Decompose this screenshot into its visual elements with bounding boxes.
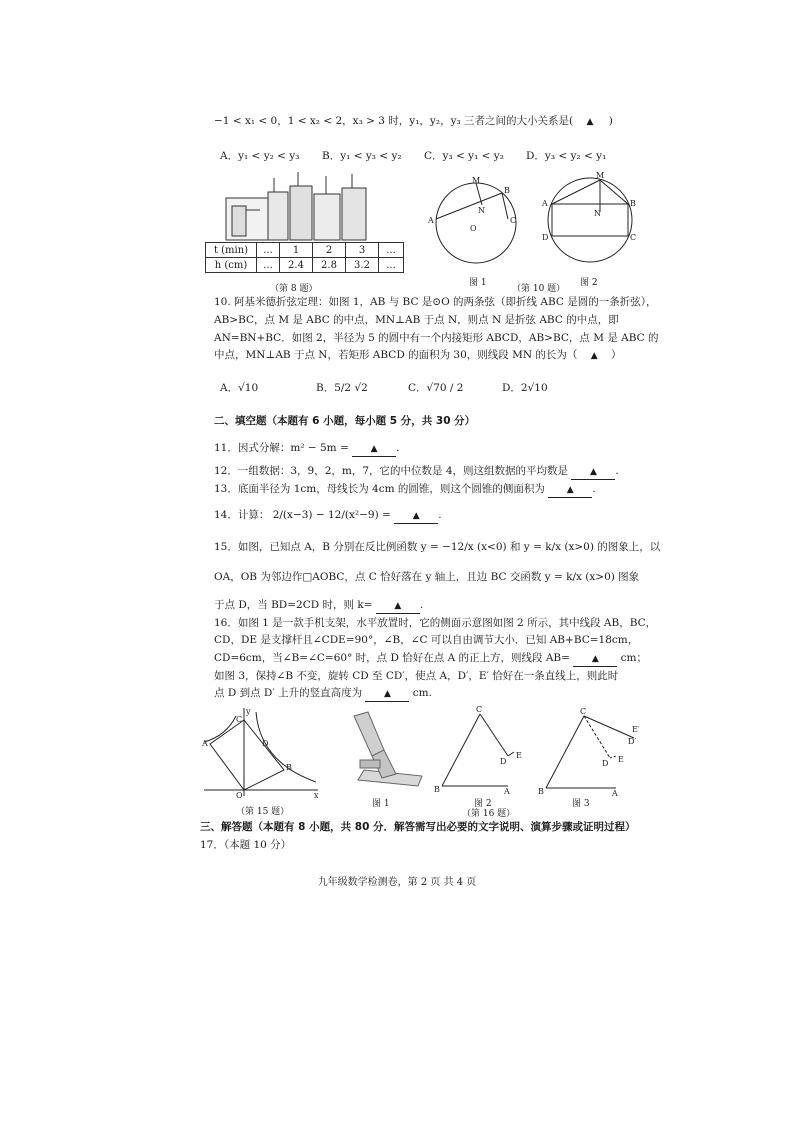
- table-cell: 1: [280, 243, 313, 258]
- table-cell: h (cm): [206, 258, 257, 273]
- label-d16a: D: [500, 757, 507, 766]
- q9-text: −1 < x₁ < 0，1 < x₂ < 2，x₃ > 3 时，y₁，y₂，y₃ 三者之间的大小关系是(: [214, 115, 574, 127]
- q11: [214, 441, 399, 457]
- table-cell: 3.2: [346, 258, 379, 273]
- q9-option-a: A．y₁ < y₂ < y₃: [220, 150, 300, 162]
- label-m1: M: [472, 176, 481, 185]
- fig16-figure3: [538, 706, 648, 796]
- table-cell: ...: [257, 258, 280, 273]
- label-b16b: B: [538, 787, 544, 796]
- answer-triangle: ▲: [370, 444, 378, 454]
- label-d15: D: [262, 739, 269, 748]
- table-cell: t (min): [206, 243, 257, 258]
- answer-triangle: ▲: [394, 601, 402, 611]
- q15-line-2: OA，OB 为邻边作□AOBC，点 C 恰好落在 y 轴上，且边 BC 交函数 y = k/x (x>0) 图象: [214, 571, 640, 583]
- q10-option-a: A．√10: [220, 382, 259, 394]
- label-a16a: A: [504, 787, 510, 796]
- unit: cm；: [620, 652, 647, 664]
- table-cell: 2: [313, 243, 346, 258]
- q13-text: 13．底面半径为 1cm，母线长为 4cm 的圆锥，则这个圆锥的侧面积为: [214, 483, 545, 495]
- table-cell: 2.8: [313, 258, 346, 273]
- q15-line-3: [214, 598, 423, 614]
- table-cell: ...: [379, 243, 404, 258]
- q16-line-3-text: CD=6cm，当∠B=∠C=60° 时，点 D 恰好在点 A 的正上方，则线段 AB=: [214, 652, 570, 664]
- label-o1: O: [470, 224, 477, 233]
- q10-option-b: B．5/2 √2: [316, 382, 368, 394]
- q10-line-4-text: 中点，MN⊥AB 于点 N，若矩形 ABCD 的面积为 30，则线段 MN 的长为（: [214, 349, 578, 361]
- label-d16b: D: [602, 759, 609, 768]
- fig16-caption-1: 图 1: [372, 799, 390, 809]
- fig10-caption: （第 10 题）: [512, 284, 566, 294]
- q10-line-4: [214, 348, 622, 363]
- answer-triangle: ▲: [591, 654, 599, 664]
- q17-heading: 17．（本题 10 分）: [200, 839, 292, 851]
- table-cell: ...: [379, 258, 404, 273]
- fig16-caption: （第 16 题）: [462, 809, 516, 819]
- label-n1: N: [478, 206, 485, 215]
- q13: [214, 482, 596, 498]
- q10-option-c: C．√70 / 2: [408, 382, 464, 394]
- label-d2: D: [542, 233, 549, 242]
- fig16-caption-2: 图 2: [474, 799, 492, 809]
- q10-option-d: D．2√10: [502, 382, 548, 394]
- label-c2: C: [630, 233, 637, 242]
- period: .: [438, 509, 442, 521]
- q14-expression: 2/(x−3) − 12/(x²−9) =: [272, 509, 391, 521]
- label-x: x: [314, 791, 319, 800]
- q9-option-d: D．y₃ < y₂ < y₁: [526, 150, 607, 162]
- q16-line-2: CD，DE 是支撑杆且∠CDE=90°，∠B，∠C 可以自由调节大小．已知 AB+BC=18cm，: [214, 634, 639, 646]
- label-e16b-prime: E′: [632, 725, 640, 734]
- table-cell: 3: [346, 243, 379, 258]
- label-b15: B: [286, 763, 292, 772]
- label-a2: A: [542, 199, 548, 208]
- answer-triangle: ▲: [383, 689, 391, 699]
- label-c16a: C: [476, 705, 483, 714]
- label-b1: B: [504, 186, 510, 195]
- q10-line-3: AN=BN+BC．如图 2，半径为 5 的圆中有一个内接矩形 ABCD，AB>BC，点 M 是 ABC 的: [214, 332, 659, 344]
- table-row: [206, 243, 404, 258]
- label-a1: A: [428, 216, 434, 225]
- q9-line: [214, 114, 613, 129]
- phone-stand-image: [338, 710, 422, 790]
- label-o15: O: [236, 791, 243, 800]
- fig10-caption-2: 图 2: [580, 278, 598, 288]
- fig8-caption: （第 8 题）: [270, 284, 318, 294]
- period: .: [592, 483, 596, 495]
- q16-line-5: [214, 686, 432, 702]
- fig15-graph: [200, 706, 322, 798]
- label-e16a: E: [516, 751, 522, 760]
- section-2-title: 二、填空题（本题有 6 小题，每小题 5 分，共 30 分）: [214, 415, 476, 427]
- fig16-caption-3: 图 3: [572, 799, 590, 809]
- table-cell: 2.4: [280, 258, 313, 273]
- q16-line-1: 16．如图 1 是一款手机支架，水平放置时，它的侧面示意图如图 2 所示，其中线段 AB，BC，: [214, 617, 657, 629]
- fig8-table: [205, 242, 404, 273]
- q9-option-c: C．y₃ < y₁ < y₂: [424, 150, 504, 162]
- unit: cm.: [412, 687, 432, 699]
- q16-line-4: 如图 3，保持∠B 不变，旋转 CD 至 CD′，使点 A，D′，E′ 恰好在一条直线上，则此时: [214, 670, 619, 682]
- label-c15: C: [236, 715, 243, 724]
- section-3-title: 三、解答题（本题有 8 小题，共 80 分．解答需写出必要的文字说明、演算步骤或证明过程）: [200, 821, 636, 833]
- period: .: [419, 599, 424, 611]
- q11-text: 11．因式分解：m² − 5m =: [214, 442, 349, 454]
- fig10-figure1: [428, 175, 524, 271]
- label-y: y: [246, 707, 251, 716]
- q14-text: 14．计算：: [214, 509, 270, 521]
- q10-line-2: AB>BC，点 M 是 ABC 的中点，MN⊥AB 于点 N，则点 N 是折弦 ABC 的中点，即: [214, 314, 619, 326]
- answer-triangle: ▲: [566, 485, 574, 495]
- label-b2: B: [630, 199, 636, 208]
- fig10-figure2: [542, 170, 638, 270]
- answer-triangle: ▲: [590, 351, 598, 361]
- label-b16a: B: [434, 785, 440, 794]
- label-c1: C: [510, 216, 517, 225]
- q15-line-1: 15．如图，已知点 A，B 分别在反比例函数 y = −12/x (x<0) 和 y = k/x (x>0) 的图象上，以: [214, 541, 661, 553]
- fig16-figure2: [432, 704, 522, 794]
- label-m2: M: [596, 171, 605, 180]
- fig15-caption: （第 15 题）: [236, 807, 290, 817]
- q16-line-3: [214, 651, 647, 667]
- fig8-illustration: [224, 170, 384, 242]
- label-d16b-prime: D′: [628, 737, 637, 746]
- label-e16b: E: [618, 755, 624, 764]
- label-n2: N: [594, 209, 601, 218]
- label-c16b: C: [580, 707, 587, 716]
- table-row: [206, 258, 404, 273]
- page-footer: 九年级数学检测卷，第 2 页 共 4 页: [317, 877, 477, 888]
- q10-line-1: 10. 阿基米德折弦定理：如图 1，AB 与 BC 是⊙O 的两条弦（即折线 ABC 是圆的一条折弦），: [214, 296, 657, 308]
- bracket-close: ): [608, 115, 613, 127]
- period: .: [396, 442, 400, 454]
- answer-triangle: ▲: [586, 117, 594, 127]
- label-a16b: A: [612, 789, 618, 798]
- fig10-caption-1: 图 1: [469, 278, 487, 288]
- q14: [214, 508, 442, 524]
- bracket-close: ）: [611, 349, 622, 361]
- q15-line-3-text: 于点 D，当 BD=2CD 时，则 k=: [214, 599, 373, 611]
- period: .: [615, 465, 619, 477]
- answer-triangle: ▲: [589, 467, 597, 477]
- q12: [214, 464, 619, 480]
- label-a15: A: [202, 739, 208, 748]
- answer-triangle: ▲: [412, 511, 420, 521]
- table-cell: ...: [257, 243, 280, 258]
- q9-option-b: B．y₁ < y₃ < y₂: [322, 150, 402, 162]
- q16-line-5-text: 点 D 到点 D′ 上升的竖直高度为: [214, 687, 363, 699]
- q12-text: 12．一组数据：3，9，2，m，7，它的中位数是 4，则这组数据的平均数是: [214, 465, 569, 477]
